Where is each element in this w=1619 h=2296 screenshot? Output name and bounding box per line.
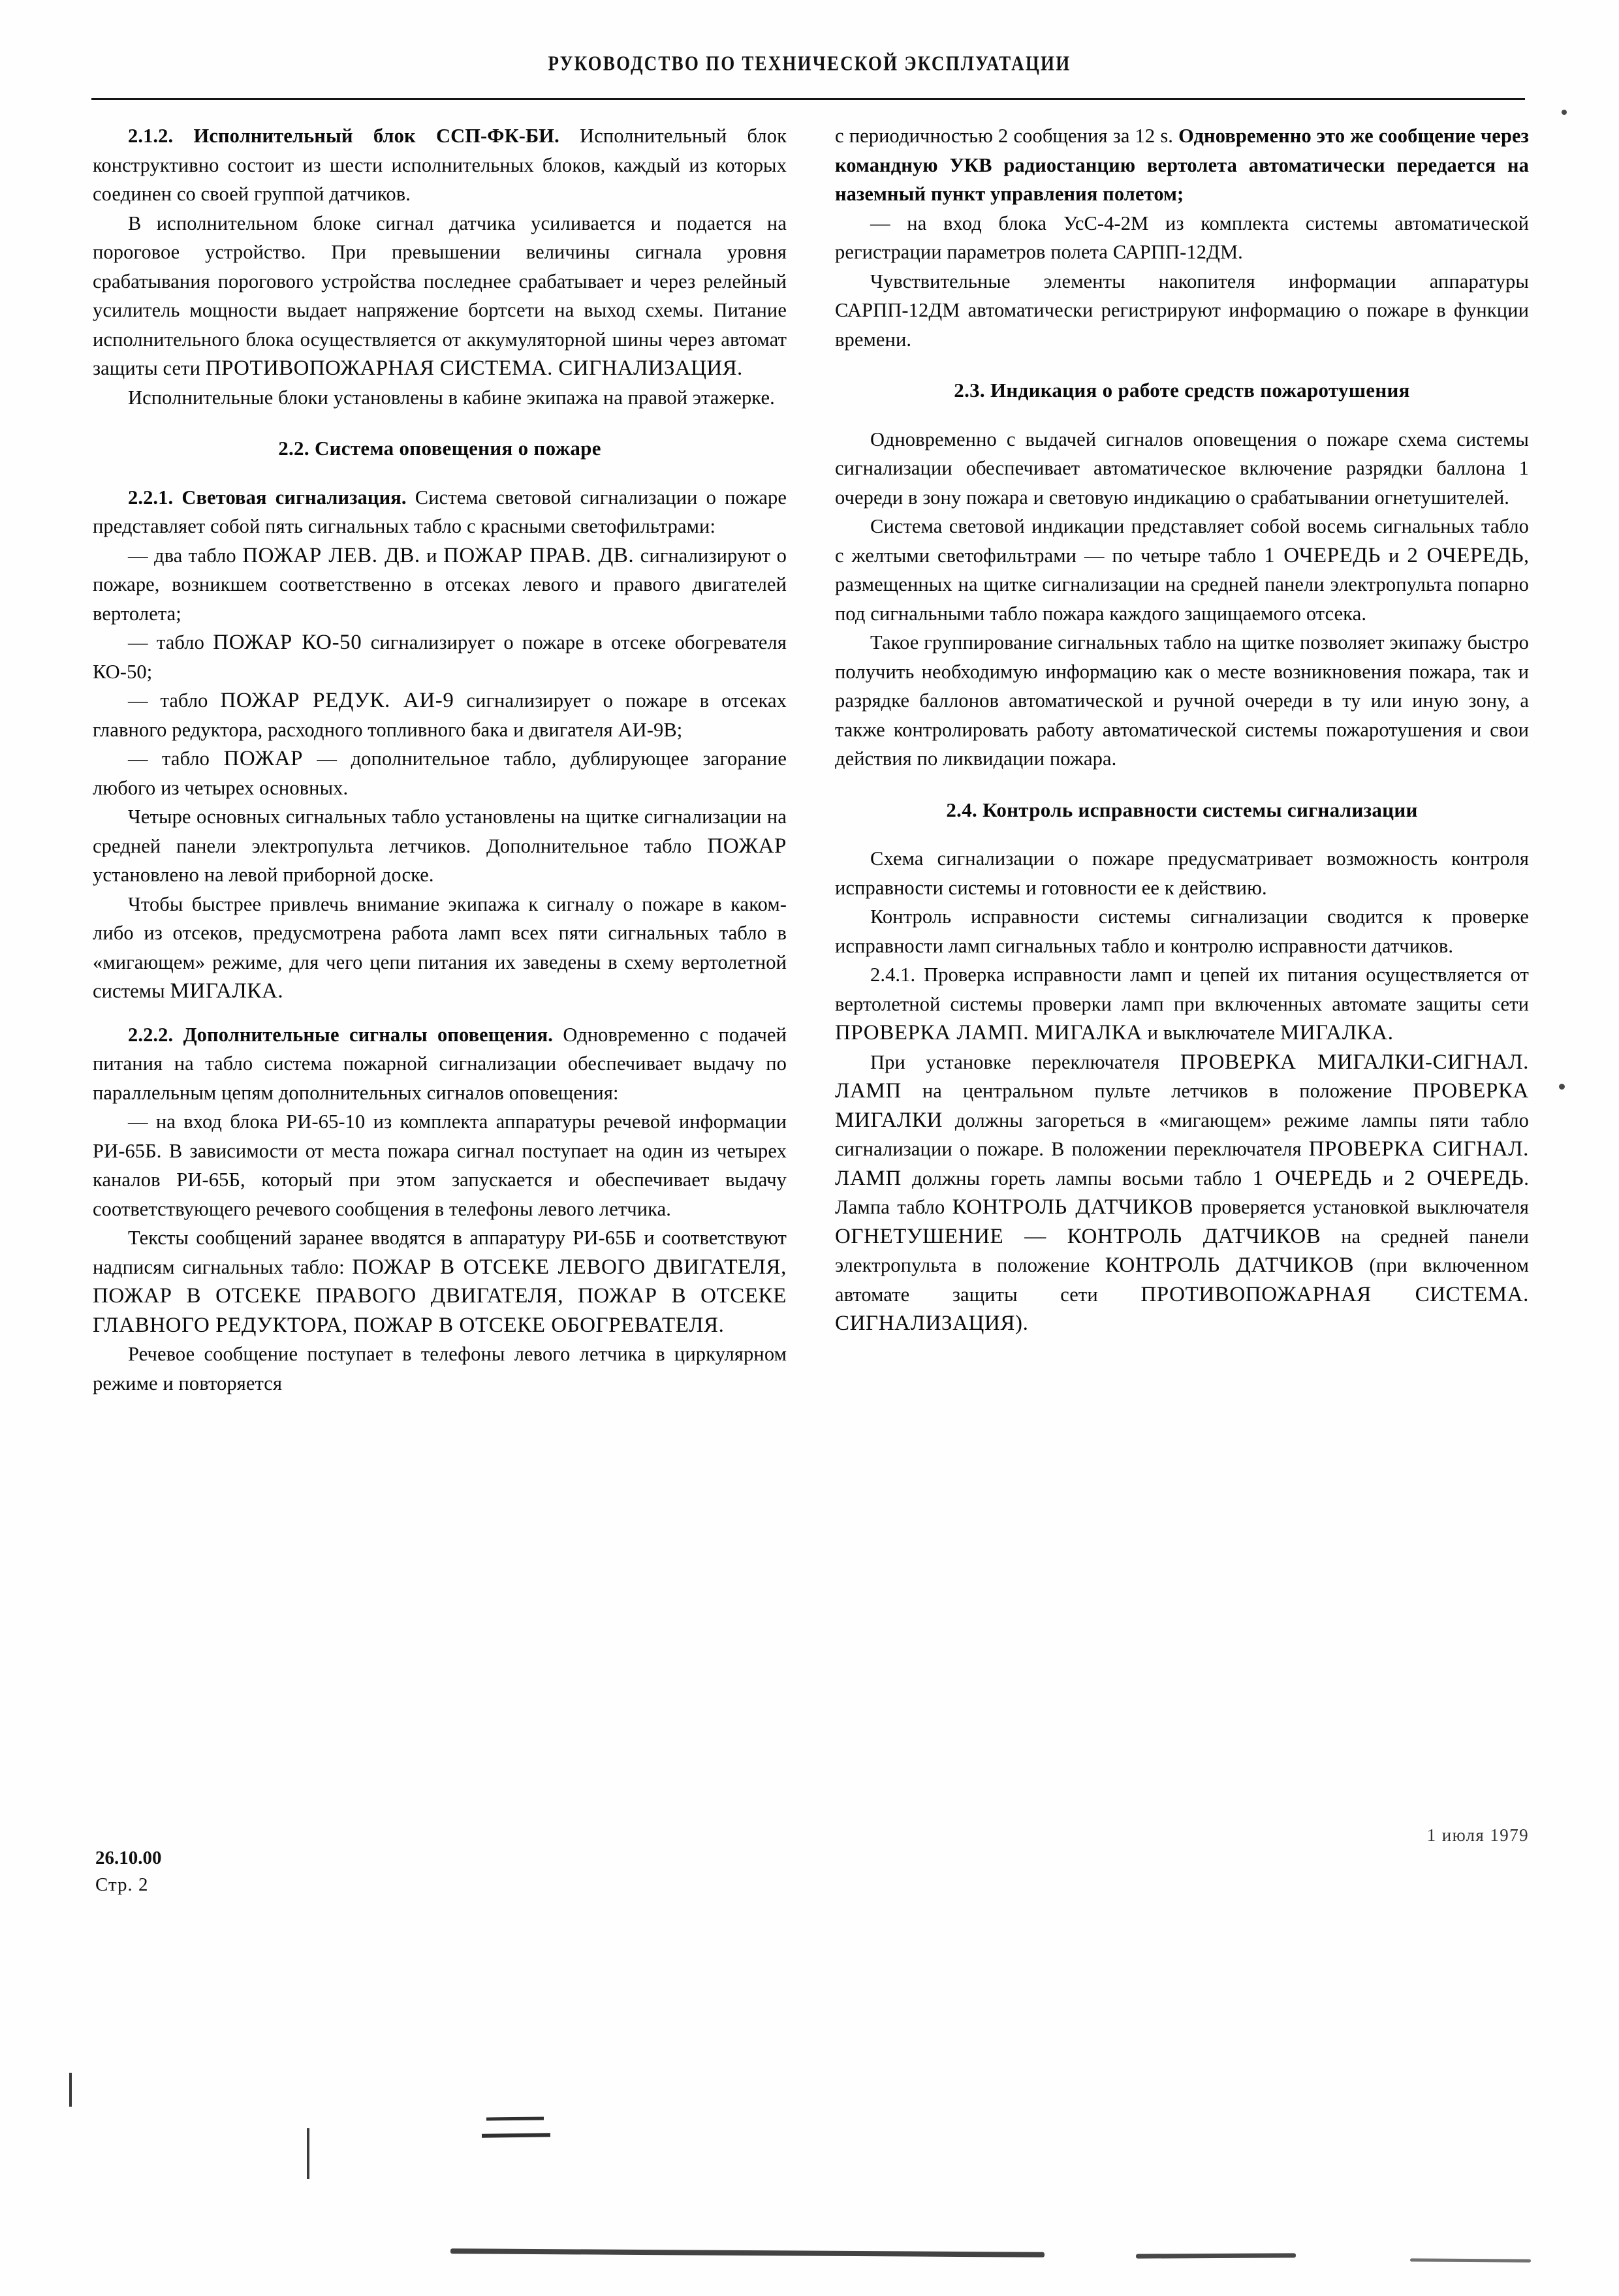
section-2-2-1-heading-inline: 2.2.1. Световая сигнализация.: [128, 486, 407, 509]
paragraph-system-check-possible: Схема сигнализации о пожаре предусматривает возможность контроля исправности системы и готовности ее к действию.: [835, 847, 1529, 899]
label-proverka-signal-lamp: ПРОВЕРКА СИГНАЛ. ЛАМП: [835, 1137, 1529, 1190]
label-pozhar-dashboard: ПОЖАР: [707, 834, 787, 858]
switch-text-d: должны гореть лампы восьми табло: [901, 1167, 1253, 1189]
paragraph-grouping-benefit: Такое группирование сигнальных табло на щитке позволяет экипажу быстро получить необходимую информацию как о месте возникновения пожара, так и разрядке баллонов автоматической и ручной очереди в ту или иную зону, а также контролировать работу автоматической системы пожаротушения и свои действия по ликвидации пожара.: [835, 631, 1529, 770]
label-migalka-switch: МИГАЛКА.: [1280, 1021, 1394, 1045]
label-proverka-migalki-signal-lamp: ПРОВЕРКА МИГАЛКИ-СИГНАЛ. ЛАМП: [835, 1050, 1529, 1103]
label-kontrol-datchikov-panel: КОНТРОЛЬ ДАТЧИКОВ: [952, 1195, 1194, 1219]
scan-artifact-mark-lower: [482, 2133, 550, 2137]
header-rule: [91, 98, 1525, 100]
paragraph-eight-panels-b: и: [1381, 544, 1407, 567]
paragraph-units-location: Исполнительные блоки установлены в кабине экипажа на правой этажерке.: [128, 386, 775, 409]
bullet-duplicate-panel: [93, 744, 787, 802]
paragraph-message-period-a: с периодичностью 2 сообщения за 12 s.: [835, 125, 1179, 147]
paragraph-voice-circular: Речевое сообщение поступает в телефоны левого летчика в циркулярном режиме и повторяется: [93, 1343, 787, 1394]
scan-artifact-dot-top-right: [1562, 110, 1567, 115]
label-kontrol-datchikov-position: КОНТРОЛЬ ДАТЧИКОВ: [1105, 1253, 1355, 1277]
footer-left-block: [95, 1845, 162, 1898]
bullet-reduktor-panel: [93, 686, 787, 744]
paragraph-message-period: [835, 121, 1529, 209]
paragraph-panel-placement-a: Четыре основных сигнальных табло установлены на щитке сигнализации на средней панели электропульта летчиков. Дополнительное табло: [93, 806, 787, 857]
bullet-two-panels-b: и: [420, 544, 443, 567]
label-pozhar-reduk-ai-9: ПОЖАР РЕДУК. АИ-9: [220, 689, 454, 712]
switch-text-c: должны загореться в «мигающем» режиме лампы пяти табло сигнализации о пожаре. В положении переключателя: [835, 1109, 1529, 1160]
switch-text-a: При установке переключателя: [870, 1050, 1180, 1073]
switch-text-f: . Лампа табло: [835, 1167, 1529, 1218]
scan-artifact-smudge-right: [1410, 2258, 1531, 2262]
footer-date: 1 июля 1979: [1426, 1825, 1529, 1845]
heading-2-4: 2.4. Контроль исправности системы сигнализации: [946, 798, 1418, 821]
section-2-2-1-paragraph: [93, 483, 787, 541]
label-pozhar: ПОЖАР: [223, 747, 304, 770]
bullet-two-panels: [93, 541, 787, 629]
switch-text-i: (при включенном автомате защиты сети: [835, 1254, 1529, 1306]
paragraph-panel-placement-b: установлено на левой приборной доске.: [93, 864, 434, 886]
bullet-reduktor-a: — табло: [128, 689, 221, 712]
scan-artifact-smudge-long: [450, 2248, 1045, 2257]
paragraph-message-texts: [93, 1223, 787, 1340]
bullet-ko50-panel: [93, 628, 787, 686]
scan-artifact-tick-middle: [307, 2128, 309, 2179]
bullet-ri-65-10: — на вход блока РИ-65-10 из комплекта аппаратуры речевой информации РИ-65Б. В зависимости от места пожара сигнал поступает на один из четырех каналов РИ-65Б, который при этом запускается и обеспечивает выдачу соответствующего речевого сообщения в телефоны левого летчика.: [93, 1110, 787, 1220]
section-2-4-1-text-a: 2.4.1. Проверка исправности ламп и цепей их питания осуществляется от вертолетной системы проверки ламп при включенных автомате защиты сети: [835, 964, 1529, 1015]
paragraph-executive-unit-text: В исполнительном блоке сигнал датчика усиливается и подается на пороговое устройство. При превышении величины сигнала уровня срабатывания порогового устройства последнее срабатывает и через релейный усилитель мощности выдает напряжение бортсети на выход схемы. Питание исполнительного блока осуществляется от аккумуляторной шины через автомат защиты сети: [93, 212, 787, 379]
section-2-1-2-paragraph: [93, 121, 787, 209]
label-pozhar-lev-dv: ПОЖАР ЛЕВ. ДВ.: [242, 543, 420, 567]
bullet-duplicate-a: — табло: [128, 747, 224, 770]
heading-2-3: 2.3. Индикация о работе средств пожаротушения: [954, 379, 1410, 401]
label-migalka: МИГАЛКА.: [170, 979, 284, 1003]
footer-document-number: 26.10.00: [95, 1848, 162, 1868]
scan-artifact-mark-upper: [486, 2117, 544, 2121]
section-2-1-2-heading-inline: 2.1.2. Исполнительный блок ССП-ФК-БИ.: [128, 125, 559, 147]
bullet-duplicate-b: — дополнительное табло, дублирующее загорание любого из четырех основных.: [93, 747, 787, 799]
scan-artifact-dot-mid-right: [1559, 1084, 1565, 1090]
section-2-4-1-text-b: и выключателе: [1142, 1022, 1280, 1044]
paragraph-executive-unit: [93, 209, 787, 383]
label-pozhar-prav-dv: ПОЖАР ПРАВ. ДВ.: [443, 543, 635, 567]
label-2-ocheredy: 2 ОЧЕРЕДЬ: [1407, 543, 1524, 567]
bullet-two-panels-a: — два табло: [128, 544, 243, 567]
switch-text-e: и: [1372, 1167, 1404, 1189]
two-column-body: [93, 121, 1529, 1793]
footer-page-label: Стр. 2: [95, 1874, 149, 1895]
bullet-reduktor-b: сигнализирует о пожаре в отсеках главного редуктора, расходного топливного бака и двигателя АИ-9В;: [93, 689, 787, 741]
switch-text-g: проверяется установкой выключателя: [1193, 1196, 1529, 1218]
bullet-two-panels-c: сигнализируют о пожаре, возникшем соответственно в отсеках левого и правого двигателей вертолета;: [93, 544, 787, 625]
left-column: [93, 121, 787, 1793]
paragraph-check-scope: Контроль исправности системы сигнализации сводится к проверке исправности ламп сигнальных табло и контролю исправности датчиков.: [835, 905, 1529, 957]
paragraph-message-texts-a: Тексты сообщений заранее вводятся в аппаратуру РИ-65Б и соответствуют надписям сигнальных табло:: [93, 1227, 787, 1278]
section-2-4-1-paragraph: [835, 960, 1529, 1048]
running-header-title: РУКОВОДСТВО ПО ТЕХНИЧЕСКОЙ ЭКСПЛУАТАЦИИ: [548, 52, 1071, 75]
scan-artifact-smudge-mid: [1136, 2253, 1296, 2258]
right-column: [835, 121, 1529, 1793]
section-2-2-1-text: Система световой сигнализации о пожаре представляет собой пять сигнальных табло с красными светофильтрами:: [93, 486, 787, 537]
label-1-ocheredy-2: 1 ОЧЕРЕДЬ: [1252, 1166, 1372, 1190]
section-2-1-2-text: Исполнительный блок конструктивно состоит из шести исполнительных блоков, каждый из которых соединен со своей группой датчиков.: [93, 125, 787, 205]
scan-artifact-tick-left: [69, 2073, 72, 2107]
paragraph-eight-panels-a: Система световой индикации представляет собой восемь сигнальных табло с желтыми светофильтрами — по четыре табло: [835, 515, 1529, 567]
paragraph-eight-panels-c: , размещенных на щитке сигнализации на средней панели электропульта попарно под сигнальными табло пожара каждого защищаемого отсека.: [835, 544, 1529, 625]
label-voice-message-texts: ПОЖАР В ОТСЕКЕ ЛЕВОГО ДВИГАТЕЛЯ, ПОЖАР В ОТСЕКЕ ПРАВОГО ДВИГАТЕЛЯ, ПОЖАР В ОТСЕКЕ ГЛАВНОГО РЕДУКТОРА, ПОЖАР В ОТСЕКЕ ОБОГРЕВАТЕЛЯ.: [93, 1255, 787, 1337]
paragraph-blinking-mode-a: Чтобы быстрее привлечь внимание экипажа к сигналу о пожаре в каком-либо из отсеков, предусмотрена работа ламп всех пяти сигнальных табло в «мигающем» режиме, для чего цепи питания их заведены в схему вертолетной системы: [93, 892, 787, 1002]
paragraph-message-period-bold: Одновременно это же сообщение через командную УКВ радиостанцию вертолета автоматически передается на наземный пункт управления полетом;: [835, 125, 1530, 205]
label-protivopozharnaya-sistema: ПРОТИВОПОЖАРНАЯ СИСТЕМА. СИГНАЛИЗАЦИЯ).: [835, 1282, 1529, 1335]
label-1-ocheredy: 1 ОЧЕРЕДЬ: [1264, 543, 1381, 567]
label-proverka-migalki: ПРОВЕРКА МИГАЛКИ: [835, 1079, 1529, 1132]
section-2-2-2-text: Одновременно с подачей питания на табло система пожарной сигнализации обеспечивает выдачу по параллельным цепям дополнительных сигналов оповещения:: [93, 1023, 787, 1104]
switch-text-h: на средней панели электропульта в положение: [835, 1225, 1529, 1276]
paragraph-extinguisher-indication: Одновременно с выдачей сигналов оповещения о пожаре схема системы сигнализации обеспечивает автоматическое включение разрядки баллона 1 очереди в зону пожара и световую индикацию о срабатывании огнетушителей.: [835, 428, 1529, 509]
label-ognetushenie-kontrol-datchikov: ОГНЕТУШЕНИЕ — КОНТРОЛЬ ДАТЧИКОВ: [835, 1224, 1321, 1248]
label-pozhar-ko-50: ПОЖАР КО-50: [213, 631, 362, 654]
paragraph-sarpp-recording: Чувствительные элементы накопителя информации аппаратуры САРПП-12ДМ автоматически регистрируют информацию о пожаре в функции времени.: [835, 270, 1529, 351]
paragraph-panel-placement: [93, 802, 787, 890]
paragraph-blinking-mode: [93, 890, 787, 1006]
paragraph-switch-positions: [835, 1048, 1529, 1338]
label-fire-system-caps: ПРОТИВОПОЖАРНАЯ СИСТЕМА. СИГНАЛИЗАЦИЯ.: [205, 356, 743, 380]
section-2-2-2-paragraph: [93, 1020, 787, 1108]
bullet-ko50-b: сигнализирует о пожаре в отсеке обогревателя КО-50;: [93, 631, 787, 683]
paragraph-eight-panels: [835, 512, 1529, 628]
label-proverka-lamp-migalka: ПРОВЕРКА ЛАМП. МИГАЛКА: [835, 1021, 1142, 1045]
label-2-ocheredy-2: 2 ОЧЕРЕДЬ: [1404, 1166, 1524, 1190]
switch-text-b: на центральном пульте летчиков в положение: [901, 1080, 1413, 1102]
heading-2-2: 2.2. Система оповещения о пожаре: [278, 437, 601, 460]
bullet-uss-4-2m: — на вход блока УсС-4-2М из комплекта системы автоматической регистрации параметров полета САРПП-12ДМ.: [835, 212, 1529, 263]
bullet-ko50-a: — табло: [128, 631, 213, 653]
section-2-2-2-heading-inline: 2.2.2. Дополнительные сигналы оповещения.: [128, 1023, 553, 1046]
